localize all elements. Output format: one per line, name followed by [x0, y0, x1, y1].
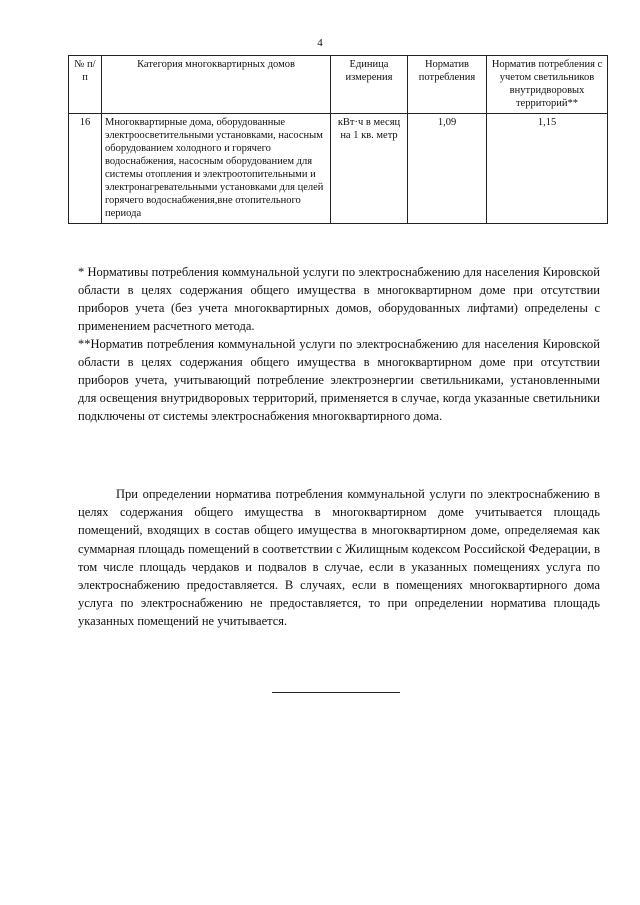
footnote-2: **Норматив потребления коммунальной услуги по электроснабжению для населения Кировской области в целях содержания общего имущества в многоквартирном доме при отсутствии приборов учета, учитывающий потребление электроэнергии светильниками, установленными для освещения внутридворовых территорий, применяется в случае, когда указанные светильники подключены от системы электроснабжения многоквартирного дома. — [78, 337, 600, 423]
norms-table — [68, 55, 608, 224]
body-paragraph: При определении норматива потребления коммунальной услуги по электроснабжению в целях содержания общего имущества в многоквартирном доме учитывается площадь помещений, входящих в состав общего имущества в многоквартирном доме, определяемая как суммарная площадь помещений в соответствии с Жилищным кодексом Российской Федерации, в том числе площадь чердаков и подвалов в случае, если в указанных помещениях услуга по электроснабжению предоставляется. В случаях, если в помещениях многоквартирного дома услуга по электроснабжению не предоставляется, то при определении норматива площадь указанных помещений не учитывается. — [78, 487, 600, 629]
header-num: № п/п — [69, 56, 102, 114]
row-unit: кВт·ч в месяц на 1 кв. метр — [331, 113, 408, 223]
table-row — [69, 113, 608, 223]
table-header-row — [69, 56, 608, 114]
main-text — [78, 485, 600, 631]
header-unit: Единица измерения — [331, 56, 408, 114]
footnote-1: * Нормативы потребления коммунальной услуги по электроснабжению для населения Кировской области в целях содержания общего имущества в многоквартирном доме при отсутствии приборов учета (без учета многоквартирных домов, оборудованных лифтами) определены с применением расчетного метода. — [78, 265, 600, 333]
end-divider — [272, 692, 400, 693]
footnotes — [78, 263, 600, 425]
row-norm: 1,09 — [408, 113, 487, 223]
header-category: Категория многоквартирных домов — [102, 56, 331, 114]
row-num: 16 — [69, 113, 102, 223]
row-norm-with-lights: 1,15 — [487, 113, 608, 223]
header-norm: Норматив потребления — [408, 56, 487, 114]
page-number: 4 — [317, 37, 323, 49]
row-category: Многоквартирные дома, оборудованные электроосветительными установками, насосным оборудованием холодного и горячего водоснабжения, насосным оборудованием для системы отопления и электроотопительными и электронагревательными установками для целей горячего водоснабжения,вне отопительного периода — [102, 113, 331, 223]
header-norm-with-lights: Норматив потребления с учетом светильников внутридворовых территорий** — [487, 56, 608, 114]
